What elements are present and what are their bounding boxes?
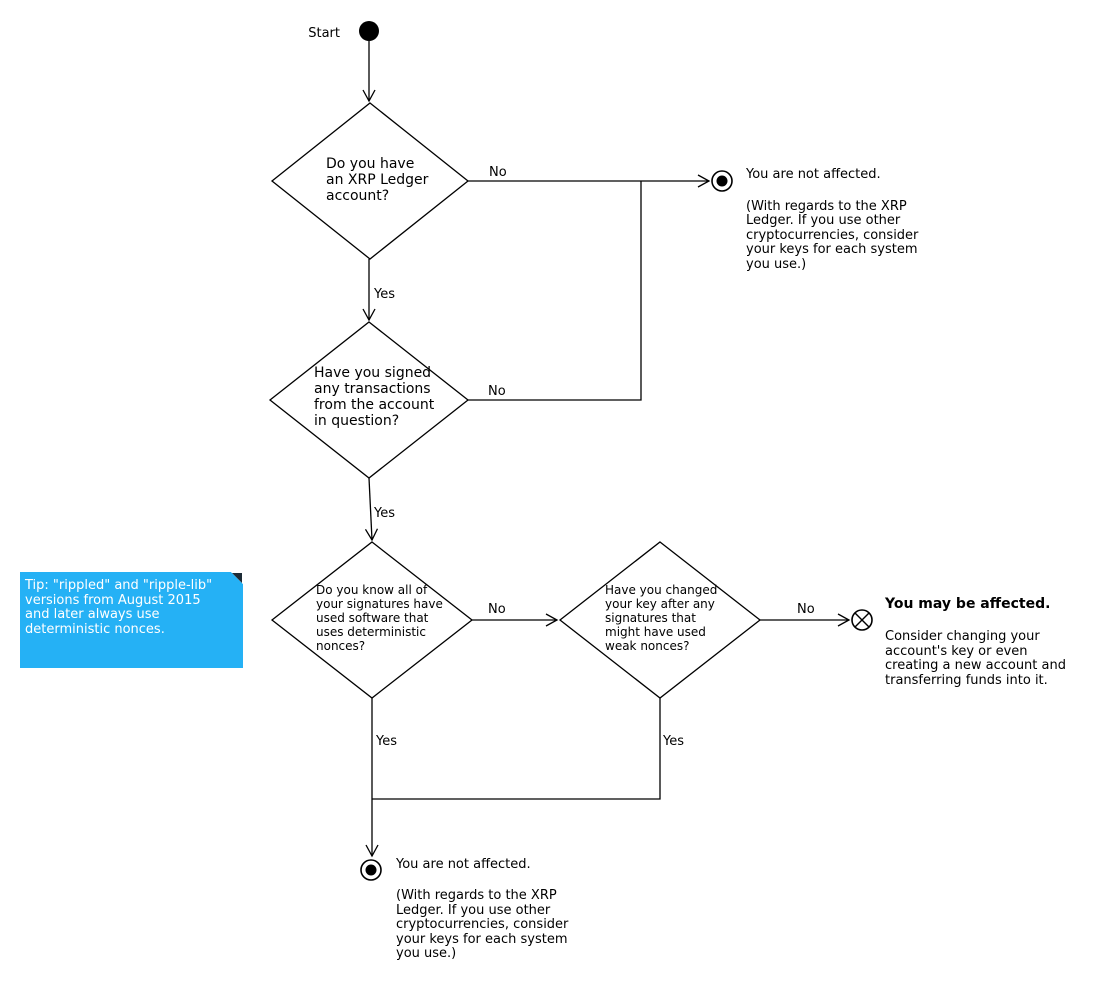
decision-3-line: uses deterministic bbox=[316, 625, 426, 639]
label-d1-no: No bbox=[489, 165, 507, 180]
outcome-mid-title: You may be affected. bbox=[885, 596, 1051, 612]
outcome-bottom-line: you use.) bbox=[396, 946, 457, 961]
outcome-top-line: (With regards to the XRP bbox=[746, 199, 907, 214]
outcome-mid-line: creating a new account and bbox=[885, 658, 1066, 673]
edge-d4-yes-join bbox=[372, 698, 660, 799]
decision-3-line: used software that bbox=[316, 611, 429, 625]
outcome-mid-line: Consider changing your bbox=[885, 629, 1040, 644]
decision-4-line: your key after any bbox=[605, 597, 715, 611]
edge-d2-yes-to-d3 bbox=[369, 478, 372, 540]
label-d3-yes: Yes bbox=[376, 734, 397, 749]
decision-3-line: your signatures have bbox=[316, 597, 443, 611]
decision-4-line: signatures that bbox=[605, 611, 696, 625]
decision-1-line: Do you have bbox=[326, 156, 415, 172]
decision-4-line: might have used bbox=[605, 625, 706, 639]
edge-d2-no-join bbox=[468, 181, 641, 400]
tip-note-line: versions from August 2015 bbox=[25, 593, 201, 608]
outcome-bottom-line: (With regards to the XRP bbox=[396, 888, 557, 903]
tip-note-line: deterministic nonces. bbox=[25, 622, 165, 637]
final-node-inner-circle bbox=[366, 865, 377, 876]
outcome-bottom-line: your keys for each system bbox=[396, 932, 568, 947]
decision-2-line: Have you signed bbox=[314, 365, 432, 381]
decision-3-line: Do you know all of bbox=[316, 583, 428, 597]
tip-note bbox=[20, 572, 243, 668]
outcome-top-line: cryptocurrencies, consider bbox=[746, 228, 919, 243]
outcome-bottom-line: Ledger. If you use other bbox=[396, 903, 551, 918]
outcome-top-title: You are not affected. bbox=[746, 167, 881, 182]
start-node bbox=[359, 21, 379, 41]
flow-final-node-may-be-affected bbox=[852, 610, 872, 630]
outcome-bottom-line: cryptocurrencies, consider bbox=[396, 917, 569, 932]
tip-note-line: and later always use bbox=[25, 607, 160, 622]
final-node-not-affected-top bbox=[712, 171, 732, 191]
label-d2-yes: Yes bbox=[374, 506, 395, 521]
outcome-mid-line: transferring funds into it. bbox=[885, 673, 1048, 688]
tip-note-line: Tip: "rippled" and "ripple-lib" bbox=[25, 578, 213, 593]
final-node-not-affected-bottom bbox=[361, 860, 381, 880]
decision-4-line: weak nonces? bbox=[605, 639, 690, 653]
outcome-bottom-title: You are not affected. bbox=[396, 857, 531, 872]
outcome-top-line: you use.) bbox=[746, 257, 807, 272]
label-d4-no: No bbox=[797, 602, 815, 617]
label-d1-yes: Yes bbox=[374, 287, 395, 302]
decision-1-line: account? bbox=[326, 188, 390, 204]
start-label: Start bbox=[308, 26, 340, 41]
decision-1-line: an XRP Ledger bbox=[326, 172, 429, 188]
label-d3-no: No bbox=[488, 602, 506, 617]
decision-3-line: nonces? bbox=[316, 639, 366, 653]
decision-2-line: in question? bbox=[314, 413, 400, 429]
decision-4-line: Have you changed bbox=[605, 583, 718, 597]
final-node-inner-circle bbox=[717, 176, 728, 187]
decision-2-line: from the account bbox=[314, 397, 435, 413]
outcome-mid-line: account's key or even bbox=[885, 644, 1028, 659]
decision-2-line: any transactions bbox=[314, 381, 431, 397]
outcome-top-line: Ledger. If you use other bbox=[746, 213, 901, 228]
label-d4-yes: Yes bbox=[663, 734, 684, 749]
outcome-top-line: your keys for each system bbox=[746, 242, 918, 257]
label-d2-no: No bbox=[488, 384, 506, 399]
